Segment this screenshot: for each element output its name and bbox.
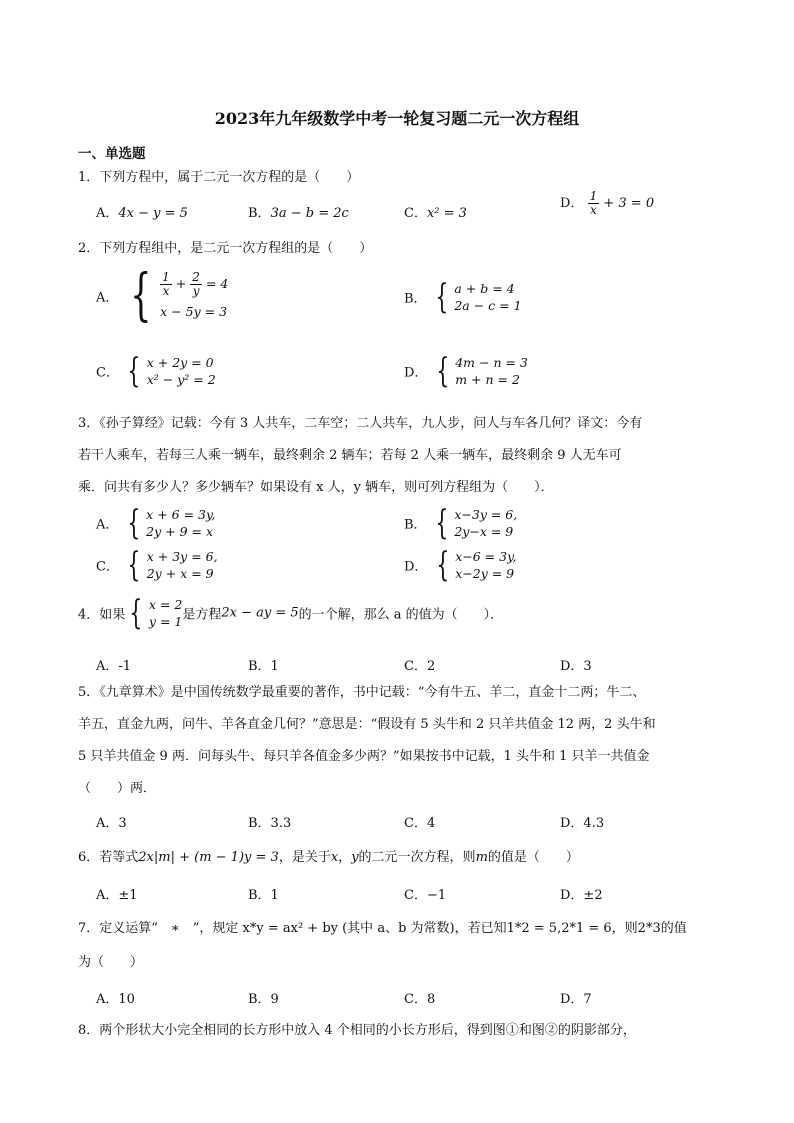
q4-option-b: B．1 <box>248 659 279 674</box>
fraction: $\frac{1}{x}$ <box>589 189 598 217</box>
q4-option-d: D．3 <box>560 659 592 674</box>
q5-option-c: C．4 <box>404 816 436 831</box>
question-5-line-4: （ ）两． <box>78 781 157 796</box>
question-5-line-2: 羊五，直金九两，问牛、羊各直金几何？”意思是：“假设有 5 头牛和 2 只羊共值金 12 两，2 头牛和 <box>78 717 656 732</box>
question-6-stem: 6．若等式2x|m| + (m − 1)y = 3，是关于x，y的二元一次方程，则m的值是（ ） <box>78 850 579 865</box>
q7-option-b: B．9 <box>248 992 279 1007</box>
brace-icon: { <box>126 503 140 543</box>
question-2-stem: 2．下列方程组中，是二元一次方程组的是（ ） <box>78 241 373 256</box>
brace-icon: { <box>435 545 449 585</box>
q2-option-a: A． { $\frac{1}{x}$ + $\frac{2}{y}$ = 4 x − 5y = 3 <box>96 263 229 328</box>
q2-option-b: B． { a + b = 4 2a − c = 1 <box>404 277 522 317</box>
question-8-stem: 8．两个形状大小完全相同的长方形中放入 4 个相同的小长方形后，得到图①和图②的阴影部分， <box>78 1023 636 1038</box>
q3-option-d: D． { x−6 = 3y, x−2y = 9 <box>404 545 517 585</box>
brace-icon: { <box>129 263 152 328</box>
q2-option-d: D． { 4m − n = 3 m + n = 2 <box>404 351 528 391</box>
question-3-line-1: 3．《孙子算经》记载：今有 3 人共车，二车空；二人共车，九人步，问人与车各几何？译文：今有 <box>78 416 643 431</box>
question-5-line-1: 5．《九章算术》是中国传统数学最重要的著作，书中记载：“今有牛五、羊二，直金十二两；牛二、 <box>78 685 646 700</box>
question-4-stem: 4．如果 { x = 2 y = 1 是方程2x − ay = 5的一个解，那么 a 的值为（ ）． <box>78 593 504 633</box>
q1-option-d: D． $\frac{1}{x}$ + 3 = 0 <box>560 189 655 217</box>
q4-option-a: A．-1 <box>96 659 132 674</box>
q6-option-c: C．−1 <box>404 888 447 903</box>
q5-option-d: D．4.3 <box>560 816 605 831</box>
question-5-line-3: 5 只羊共值金 9 两．问每头牛、每只羊各值金多少两？”如果按书中记载，1 头牛和 1 只羊一共值金 <box>78 749 650 764</box>
question-3-line-3: 乘．问共有多少人？多少辆车？如果设有 x 人，y 辆车，则可列方程组为（ ）． <box>78 480 554 495</box>
figure-1-marker: ① <box>505 1023 519 1038</box>
q3-option-b: B． { x−3y = 6, 2y−x = 9 <box>404 503 518 543</box>
q1-option-b: B．3a − b = 2c <box>248 206 349 221</box>
brace-icon: { <box>435 351 449 391</box>
q2-option-c: C． { x + 2y = 0 x² − y² = 2 <box>96 351 216 391</box>
q1-option-c: C．x² = 3 <box>404 206 467 221</box>
brace-icon: { <box>127 351 141 391</box>
q7-option-c: C．8 <box>404 992 436 1007</box>
brace-icon: { <box>435 277 449 317</box>
q7-option-d: D．7 <box>560 992 592 1007</box>
q5-option-a: A．3 <box>96 816 127 831</box>
q3-option-a: A． { x + 6 = 3y, 2y + 9 = x <box>96 503 216 543</box>
q6-option-a: A．±1 <box>96 888 138 903</box>
q6-option-b: B．1 <box>248 888 279 903</box>
brace-icon: { <box>129 593 143 633</box>
question-7-line-2: 为（ ） <box>78 955 144 970</box>
question-1-stem: 1．下列方程中，属于二元一次方程的是（ ） <box>78 170 360 185</box>
page-title: 2023年九年级数学中考一轮复习题二元一次方程组 <box>214 109 580 128</box>
q4-option-c: C．2 <box>404 659 436 674</box>
q7-option-a: A．10 <box>96 992 135 1007</box>
q5-option-b: B．3.3 <box>248 816 292 831</box>
question-7-line-1: 7．定义运算“ ∗ ”，规定 x*y = ax² + by (其中 a、b 为常数)，若已知1*2 = 5,2*1 = 6，则2*3的值 <box>78 921 687 936</box>
section-heading: 一、单选题 <box>78 146 146 162</box>
question-3-line-2: 若干人乘车，若每三人乘一辆车，最终剩余 2 辆车；若每 2 人乘一辆车，最终剩余 9 人无车可 <box>78 448 622 463</box>
figure-2-marker: ② <box>544 1023 558 1038</box>
brace-icon: { <box>435 503 449 543</box>
brace-icon: { <box>127 545 141 585</box>
q6-option-d: D．±2 <box>560 888 603 903</box>
q3-option-c: C． { x + 3y = 6, 2y + x = 9 <box>96 545 218 585</box>
q1-option-a: A．4x − y = 5 <box>96 206 188 221</box>
